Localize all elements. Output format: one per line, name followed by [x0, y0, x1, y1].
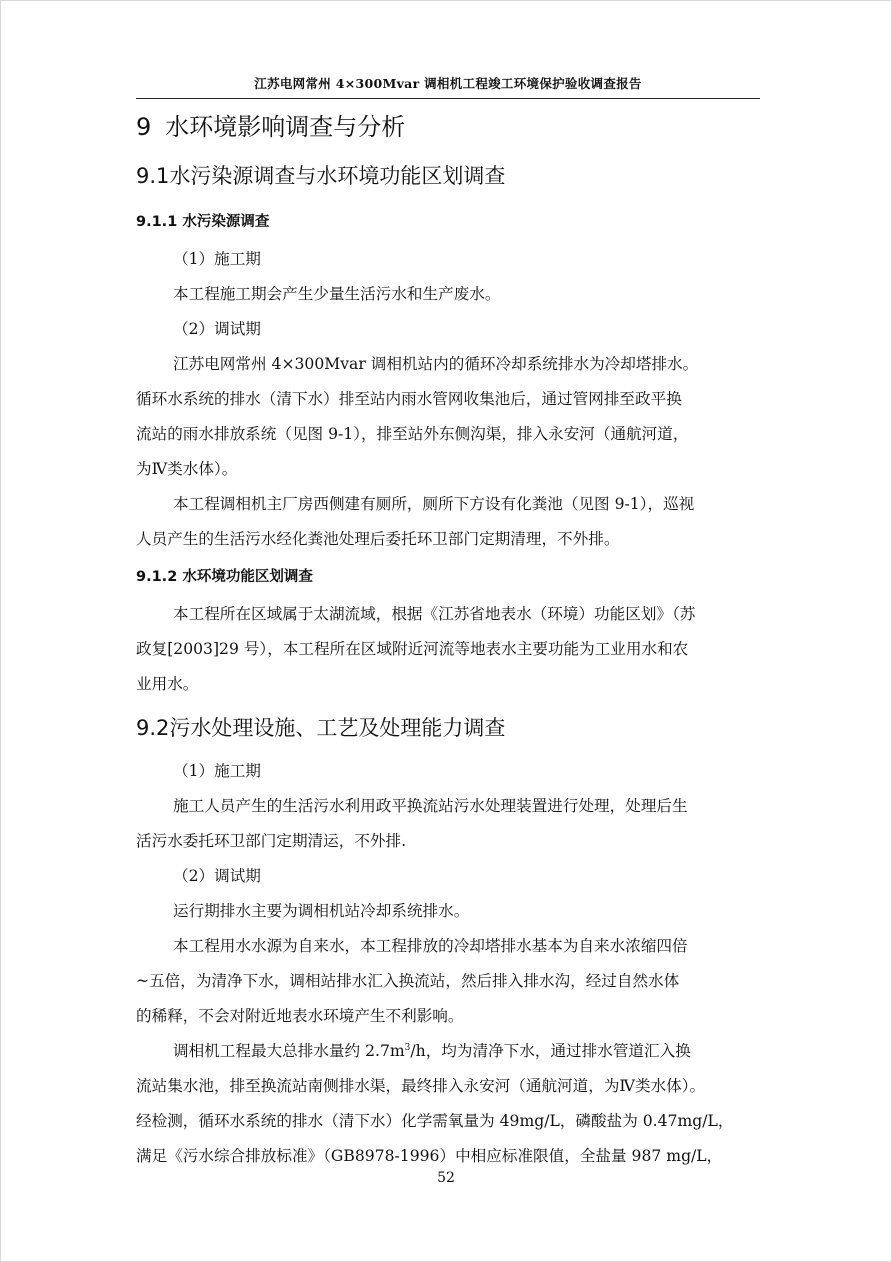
section-heading-9-1: 9.1水污染源调查与水环境功能区划调查	[136, 164, 506, 188]
paragraph-septic-tank	[136, 487, 760, 557]
label-construction-period: （1）施工期	[173, 250, 261, 268]
text-line: 循环水系统的排水（清下水）排至站内雨水管网收集池后，通过管网排至政平换	[136, 390, 682, 408]
document-body	[136, 104, 760, 1174]
text-fragment: 调相机工程最大总排水量约 2.7m	[173, 1042, 405, 1060]
text-line: 本工程所在区域属于太湖流域，根据《江苏省地表水（环境）功能区划》（苏	[173, 605, 696, 623]
text-line: 本工程用水水源为自来水，本工程排放的冷却塔排水基本为自来水浓缩四倍	[173, 937, 688, 955]
paragraph-discharge-volume	[136, 1034, 760, 1174]
paragraph-water-source	[136, 929, 760, 1034]
text-fragment: /h，均为清净下水，通过排水管道汇入换	[410, 1042, 691, 1060]
text-line: 施工人员产生的生活污水利用政平换流站污水处理装置进行处理，处理后生	[173, 797, 688, 815]
chapter-title-text: 水环境影响调查与分析	[165, 113, 406, 141]
text-line: 为Ⅳ类水体）。	[136, 460, 238, 478]
paragraph-construction: 本工程施工期会产生少量生活污水和生产废水。	[173, 285, 501, 303]
text-line: 的稀释，不会对附近地表水环境产生不利影响。	[136, 1007, 464, 1025]
label-construction-period-2: （1）施工期	[173, 762, 261, 780]
chapter-number: 9	[136, 113, 152, 141]
subsection-heading-9-1-1: 9.1.1 水污染源调查	[136, 214, 270, 230]
text-line: 流站的雨水排放系统（见图 9-1），排至站外东侧沟渠，排入永安河（通航河道，	[136, 425, 689, 443]
label-trial-period-2: （2）调试期	[173, 867, 261, 885]
label-trial-period: （2）调试期	[173, 320, 261, 338]
paragraph-operation-drainage: 运行期排水主要为调相机站冷却系统排水。	[173, 902, 470, 920]
text-line: 本工程调相机主厂房西侧建有厕所，厕所下方设有化粪池（见图 9-1），巡视	[173, 495, 695, 513]
text-line: 政复[2003]29 号），本工程所在区域附近河流等地表水主要功能为工业用水和农	[136, 640, 689, 658]
paragraph-functional-zoning	[136, 597, 760, 702]
text-line: 人员产生的生活污水经化粪池处理后委托环卫部门定期清理，不外排。	[136, 530, 620, 548]
text-line: 满足《污水综合排放标准》（GB8978-1996）中相应标准限值，全盐量 987 mg/L，	[136, 1147, 723, 1165]
text-line: 经检测，循环水系统的排水（清下水）化学需氧量为 49mg/L，磷酸盐为 0.47mg/L，	[136, 1112, 734, 1130]
chapter-title	[136, 104, 760, 150]
paragraph-trial-drainage	[136, 347, 760, 487]
paragraph-construction-sewage	[136, 789, 760, 859]
superscript: 3	[404, 1043, 411, 1053]
running-header: 江苏电网常州 4×300Mvar 调相机工程竣工环境保护验收调查报告	[254, 76, 642, 91]
text-line: 业用水。	[136, 675, 199, 693]
text-line: ~五倍，为清净下水，调相站排水汇入换流站，然后排入排水沟，经过自然水体	[136, 972, 680, 990]
text-line	[136, 1034, 760, 1069]
text-line: 流站集水池，排至换流站南侧排水渠，最终排入永安河（通航河道，为Ⅳ类水体）。	[136, 1077, 706, 1095]
text-line: 江苏电网常州 4×300Mvar 调相机站内的循环冷却系统排水为冷却塔排水。	[173, 355, 699, 373]
subsection-heading-9-1-2: 9.1.2 水环境功能区划调查	[136, 569, 313, 585]
page-number: 52	[437, 1170, 455, 1186]
section-heading-9-2: 9.2污水处理设施、工艺及处理能力调查	[136, 716, 506, 740]
text-line: 活污水委托环卫部门定期清运，不外排.	[136, 832, 407, 850]
header-rule	[136, 98, 760, 99]
